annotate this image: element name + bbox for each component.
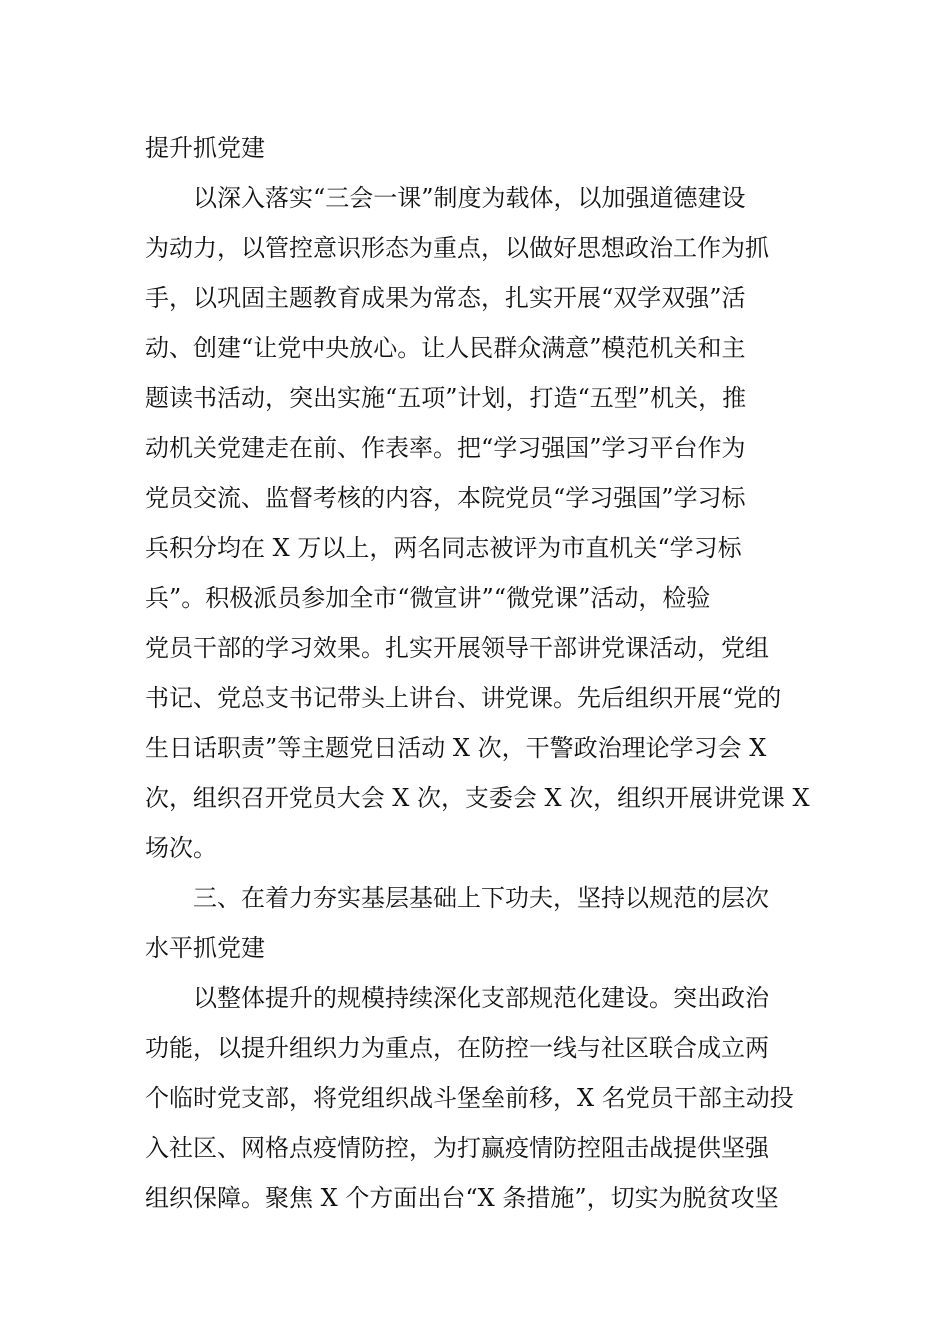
text-line: 组织保障。聚焦 X 个方面出台“X 条措施”，切实为脱贫攻坚 xyxy=(145,1184,779,1212)
text-line: 个临时党支部，将党组织战斗堡垒前移，X 名党员干部主动投 xyxy=(145,1084,794,1112)
text-line: 以整体提升的规模持续深化支部规范化建设。突出政治 xyxy=(193,984,769,1012)
section-heading-line: 水平抓党建 xyxy=(145,934,265,962)
text-line: 生日话职责”等主题党日活动 X 次，干警政治理论学习会 X xyxy=(145,734,767,762)
text-line: 兵积分均在 X 万以上，两名同志被评为市直机关“学习标 xyxy=(145,534,742,562)
text-line: 动、创建“让党中央放心。让人民群众满意”模范机关和主 xyxy=(145,334,746,362)
text-line: 党员交流、监督考核的内容，本院党员“学习强国”学习标 xyxy=(145,484,746,512)
text-line: 为动力，以管控意识形态为重点，以做好思想政治工作为抓 xyxy=(145,234,769,262)
text-line: 题读书活动，突出实施“五项”计划，打造“五型”机关，推 xyxy=(145,384,747,412)
text-line: 书记、党总支书记带头上讲台、讲党课。先后组织开展“党的 xyxy=(145,684,782,712)
text-line: 兵”。积极派员参加全市“微宣讲”“微党课”活动，检验 xyxy=(145,584,711,612)
body-text xyxy=(145,123,810,1223)
text-line: 场次。 xyxy=(145,834,217,862)
text-line: 次，组织召开党员大会 X 次，支委会 X 次，组织开展讲党课 X xyxy=(145,784,810,812)
text-line: 党员干部的学习效果。扎实开展领导干部讲党课活动，党组 xyxy=(145,634,769,662)
text-line: 提升抓党建 xyxy=(145,134,265,162)
text-line: 入社区、网格点疫情防控，为打赢疫情防控阻击战提供坚强 xyxy=(145,1134,769,1162)
section-heading-line: 三、在着力夯实基层基础上下功夫，坚持以规范的层次 xyxy=(193,884,769,912)
text-line: 功能，以提升组织力为重点，在防控一线与社区联合成立两 xyxy=(145,1034,769,1062)
text-line: 以深入落实“三会一课”制度为载体，以加强道德建设 xyxy=(193,184,746,212)
text-line: 动机关党建走在前、作表率。把“学习强国”学习平台作为 xyxy=(145,434,746,462)
text-line: 手，以巩固主题教育成果为常态，扎实开展“双学双强”活 xyxy=(145,284,746,312)
